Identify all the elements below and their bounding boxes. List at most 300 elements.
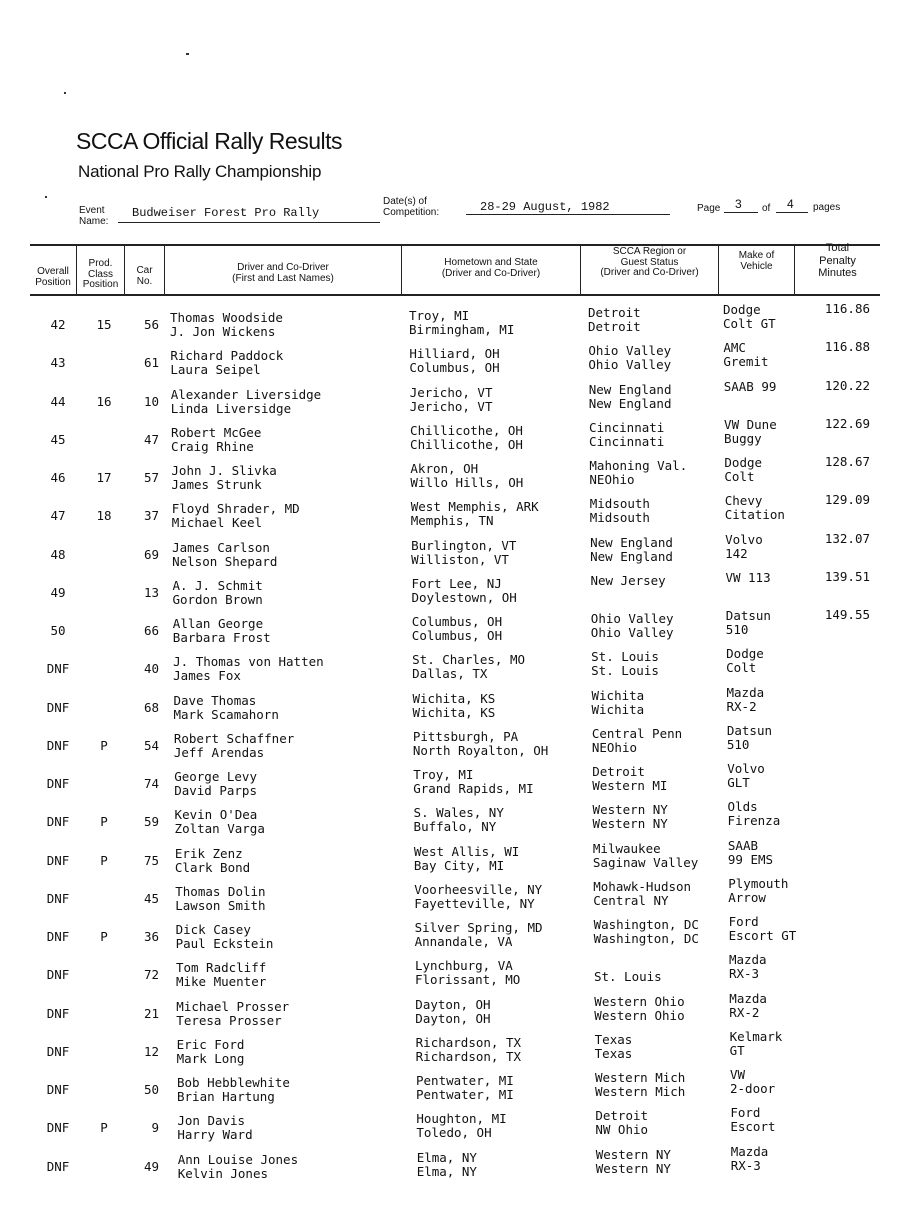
scca-region-line: Mohawk-Hudson <box>593 878 692 894</box>
penalty-minutes-line <box>804 952 870 966</box>
overall-position-line: DNF <box>46 1120 70 1136</box>
penalty-minutes <box>804 876 870 890</box>
table-row <box>0 1143 900 1189</box>
penalty-minutes-line: 149.55 <box>824 607 870 622</box>
vehicle-make <box>728 839 773 867</box>
hometown-line: Columbus, OH <box>411 628 503 643</box>
car-number <box>133 1045 159 1059</box>
class-position <box>89 662 119 676</box>
scca-region-line: Cincinnati <box>589 419 665 435</box>
car-number-line: 54 <box>143 737 159 753</box>
driver-names-line: Zoltan Varga <box>174 821 265 837</box>
hometown-line: Voorheesville, NY <box>414 881 543 897</box>
scca-region <box>591 650 659 678</box>
driver-names-line: Harry Ward <box>177 1127 253 1143</box>
class-position-line <box>89 662 119 676</box>
class-position <box>89 777 119 791</box>
driver-names <box>172 579 262 607</box>
page-label: Page <box>697 203 721 214</box>
scca-region <box>593 880 691 908</box>
scca-region <box>593 803 668 831</box>
class-position-line <box>89 356 119 370</box>
hometown-line: Elma, NY <box>416 1163 477 1179</box>
scca-region-line: Midsouth <box>589 510 650 526</box>
class-position-line: 18 <box>96 508 112 524</box>
vehicle-make-line: RX-3 <box>730 1157 761 1173</box>
car-number <box>133 624 159 638</box>
scca-region-line: Western NY <box>595 1160 671 1176</box>
hometown <box>414 883 542 911</box>
scca-region-line: Milwaukee <box>592 840 661 856</box>
driver-names-line: J. Jon Wickens <box>170 324 276 339</box>
hometown <box>409 347 499 375</box>
vehicle-make-line: AMC <box>723 340 746 356</box>
hometown-line: Fayetteville, NY <box>414 895 535 911</box>
scca-region <box>596 1148 671 1176</box>
vehicle-make-line <box>725 585 770 599</box>
overall-position <box>40 815 76 829</box>
scca-region <box>592 727 682 755</box>
class-position-line <box>89 1007 119 1021</box>
vehicle-make <box>726 647 764 675</box>
vehicle-make-line: 2-door <box>730 1081 776 1096</box>
vehicle-make-line: 142 <box>725 545 748 561</box>
overall-position <box>40 854 76 868</box>
overall-position-line: DNF <box>46 1082 70 1097</box>
car-number-line: 69 <box>143 546 159 562</box>
hometown-line: Grand Rapids, MI <box>413 781 534 796</box>
driver-names <box>176 961 266 989</box>
overall-position-line: DNF <box>46 661 70 677</box>
overall-position <box>40 1083 76 1097</box>
car-number-line: 9 <box>151 1120 159 1136</box>
vehicle-make-line: Ford <box>728 914 759 929</box>
vehicle-make-line: Dodge <box>726 646 764 662</box>
hometown-line: North Royalton, OH <box>412 742 549 758</box>
overall-position <box>40 1160 76 1174</box>
hometown-line: Pentwater, MI <box>416 1073 514 1088</box>
scca-region <box>589 383 672 411</box>
overall-position-line: 50 <box>50 623 66 638</box>
car-number-line: 59 <box>143 814 159 830</box>
overall-position <box>40 471 76 485</box>
penalty-minutes <box>804 417 870 431</box>
scca-region-line: Ohio Valley <box>590 611 674 626</box>
overall-position <box>40 968 76 982</box>
penalty-minutes-line: 132.07 <box>824 530 870 546</box>
driver-names-line: Teresa Prosser <box>176 1012 282 1028</box>
scca-region <box>592 689 645 717</box>
penalty-minutes <box>804 340 870 354</box>
table-header-bottom-rule <box>30 294 880 296</box>
hometown-line: Richardson, TX <box>415 1048 521 1064</box>
car-number <box>133 1121 159 1135</box>
class-position-line: P <box>100 737 108 753</box>
pages-label: pages <box>813 202 841 213</box>
penalty-minutes-line: 122.69 <box>824 415 870 431</box>
event-label: Event Name: <box>79 205 109 227</box>
driver-names-line: James Fox <box>173 668 241 684</box>
hometown-line: Chillicothe, OH <box>410 422 523 438</box>
vehicle-make-line: Plymouth <box>728 875 789 891</box>
driver-names <box>176 1000 289 1028</box>
driver-names-line: J. Thomas von Hatten <box>173 654 324 670</box>
overall-position <box>40 1045 76 1059</box>
col-penalty: Total Penalty Minutes <box>818 242 857 279</box>
driver-names-line: Michael Keel <box>171 515 263 531</box>
vehicle-make <box>726 609 771 637</box>
class-position-line <box>89 777 119 791</box>
car-number <box>133 471 159 485</box>
vehicle-make-line: Buggy <box>724 430 762 446</box>
overall-position <box>40 930 76 944</box>
class-position <box>89 471 119 485</box>
vehicle-make-line: Escort <box>730 1119 776 1135</box>
vehicle-make-line: RX-2 <box>729 1004 760 1020</box>
vehicle-make-line: Dodge <box>724 455 763 470</box>
class-position-line: 17 <box>96 470 112 485</box>
scca-region-line: Ohio Valley <box>588 357 672 373</box>
penalty-minutes-line <box>804 1105 870 1119</box>
of-label: of <box>762 203 771 214</box>
driver-names <box>175 808 265 836</box>
driver-names-line: Mark Scamahorn <box>173 706 279 722</box>
driver-names-line: Kelvin Jones <box>177 1165 268 1181</box>
hometown-line: Troy, MI <box>409 308 470 323</box>
car-number <box>133 968 159 982</box>
scca-region <box>588 344 671 372</box>
overall-position-line: DNF <box>46 929 70 944</box>
hometown-line: Wichita, KS <box>412 704 496 720</box>
driver-names-line: Michael Prosser <box>176 998 290 1014</box>
hometown-line: Fort Lee, NJ <box>411 575 502 591</box>
driver-names-line: George Levy <box>174 769 257 784</box>
penalty-minutes <box>804 1144 870 1158</box>
vehicle-make-line: Olds <box>727 799 758 815</box>
page-number: 3 <box>735 197 742 211</box>
total-pages: 4 <box>787 197 794 211</box>
scca-region-line: Texas <box>594 1045 633 1061</box>
car-number <box>133 930 159 944</box>
vehicle-make-line: Colt <box>726 660 757 676</box>
overall-position-line: 48 <box>50 546 66 562</box>
scca-region-line: Midsouth <box>589 496 650 512</box>
scca-region-line: Western Ohio <box>594 993 685 1009</box>
driver-names-line: Dave Thomas <box>173 692 257 708</box>
driver-names-line: Brian Hartung <box>177 1089 275 1104</box>
car-number-line: 10 <box>143 393 159 409</box>
overall-position <box>40 701 76 715</box>
car-number <box>133 356 159 370</box>
vehicle-make <box>724 380 777 408</box>
vehicle-make-line: Colt GT <box>723 316 776 331</box>
driver-names-line: David Parps <box>174 783 257 798</box>
hometown <box>416 1112 506 1140</box>
scca-region-line: Detroit <box>592 764 645 779</box>
scca-region-line: Ohio Valley <box>588 343 672 359</box>
driver-names <box>174 770 257 798</box>
car-number-line: 50 <box>143 1082 159 1097</box>
driver-names-line: Gordon Brown <box>172 591 263 607</box>
hometown <box>415 998 490 1026</box>
overall-position <box>40 433 76 447</box>
class-position-line <box>89 701 119 715</box>
hometown <box>413 768 533 796</box>
scca-region-line: Central Penn <box>591 725 683 741</box>
overall-position <box>40 739 76 753</box>
scca-region-line: New England <box>590 548 673 564</box>
scca-region-line: Central NY <box>593 892 669 908</box>
scca-region-line: Ohio Valley <box>590 625 674 640</box>
scca-region-line: NEOhio <box>589 472 635 487</box>
car-number <box>133 1160 159 1174</box>
overall-position <box>40 509 76 523</box>
class-position-line <box>89 968 119 982</box>
scca-region-line: Washington, DC <box>593 917 699 932</box>
penalty-minutes <box>804 570 870 584</box>
penalty-minutes-line <box>804 1029 870 1043</box>
hometown-line: Troy, MI <box>413 767 474 782</box>
scca-region <box>594 956 662 984</box>
vehicle-make-line <box>724 394 777 408</box>
scca-region-line: Texas <box>594 1031 633 1047</box>
driver-names-line: John J. Slivka <box>171 463 277 478</box>
class-position-line <box>89 892 119 906</box>
car-number-line: 56 <box>143 317 159 332</box>
hometown <box>413 730 548 758</box>
car-number-line: 37 <box>143 508 159 524</box>
car-number-line: 74 <box>143 776 159 791</box>
hometown-line: Memphis, TN <box>410 513 494 529</box>
driver-names <box>177 1114 252 1142</box>
driver-names <box>173 617 271 645</box>
scca-region-line: Western NY <box>592 802 668 818</box>
driver-names <box>176 923 274 951</box>
driver-names-line: Thomas Woodside <box>170 310 283 325</box>
scca-region-line: Wichita <box>591 687 645 703</box>
driver-names-line: Jon Davis <box>177 1113 246 1129</box>
vehicle-make <box>724 456 762 484</box>
scca-region <box>591 612 674 640</box>
car-number-line: 13 <box>143 584 159 600</box>
hometown-line: Houghton, MI <box>416 1111 507 1127</box>
overall-position-line: DNF <box>46 967 70 983</box>
driver-names-line: Robert Schaffner <box>173 730 295 746</box>
scca-region <box>590 497 650 525</box>
driver-names-line: Alexander Liversidge <box>170 386 322 402</box>
scan-speck <box>64 92 66 94</box>
class-position <box>89 1160 119 1174</box>
car-number <box>133 433 159 447</box>
scca-region-line: Wichita <box>591 701 645 717</box>
col-hometown: Hometown and State (Driver and Co-Driver) <box>441 257 541 279</box>
scca-region-line: Western MI <box>592 778 668 793</box>
hometown-line: Jericho, VT <box>409 398 493 414</box>
driver-names <box>173 655 324 683</box>
car-number-line: 72 <box>143 967 159 983</box>
driver-names <box>178 1153 298 1181</box>
hometown <box>411 577 516 605</box>
driver-names-line: Erik Zenz <box>174 845 243 861</box>
vehicle-make-line: Mazda <box>729 990 767 1006</box>
hometown <box>411 500 539 528</box>
penalty-minutes <box>804 914 870 928</box>
penalty-minutes-line: 128.67 <box>824 454 870 469</box>
driver-names <box>170 349 283 377</box>
penalty-minutes-line: 129.09 <box>824 492 870 508</box>
driver-names-line: James Strunk <box>171 477 262 492</box>
car-number-line: 36 <box>143 929 159 944</box>
class-position-line <box>89 586 119 600</box>
class-position <box>89 739 119 753</box>
vehicle-make <box>729 953 767 981</box>
vehicle-make-line: SAAB 99 <box>723 378 777 394</box>
overall-position-line: DNF <box>46 814 70 830</box>
driver-names-line: Clark Bond <box>174 859 251 875</box>
hometown-line: Williston, VT <box>411 551 509 567</box>
class-position <box>89 395 119 409</box>
hometown <box>410 386 493 414</box>
vehicle-make-line: Mazda <box>726 684 765 700</box>
car-number-line: 21 <box>143 1005 159 1021</box>
hometown <box>409 309 514 337</box>
scca-region-line: Western Mich <box>595 1084 686 1099</box>
vehicle-make-line: Dodge <box>723 302 761 317</box>
driver-names <box>172 502 300 530</box>
hometown-line: Lynchburg, VA <box>414 958 513 974</box>
scca-region <box>595 1033 633 1061</box>
class-position-line: P <box>100 814 108 830</box>
penalty-minutes <box>804 379 870 393</box>
vehicle-make <box>727 724 772 752</box>
scca-region-line: Saginaw Valley <box>592 854 699 870</box>
car-number <box>133 548 159 562</box>
overall-position-line: 45 <box>50 431 66 447</box>
vehicle-make <box>728 877 788 905</box>
driver-names <box>171 426 261 454</box>
driver-names-line: Lawson Smith <box>175 897 266 913</box>
car-number-line: 66 <box>143 623 159 638</box>
scca-region-line: New Jersey <box>590 572 666 588</box>
scca-region <box>593 842 698 870</box>
vehicle-make-line: Datsun <box>726 722 772 738</box>
vehicle-make-line: Kelmark <box>729 1028 783 1044</box>
class-position <box>89 509 119 523</box>
hometown-line: Columbus, OH <box>409 360 500 376</box>
overall-position-line: DNF <box>46 699 70 715</box>
col-overall-position: Overall Position <box>35 266 71 288</box>
class-position-line: P <box>100 1120 108 1136</box>
vehicle-make <box>725 494 785 522</box>
vehicle-make-line: Chevy <box>724 493 763 509</box>
car-number <box>133 854 159 868</box>
penalty-minutes-line <box>804 914 870 928</box>
vehicle-make-line: Citation <box>724 507 785 523</box>
car-number <box>133 586 159 600</box>
vehicle-make-line: GT <box>729 1042 745 1058</box>
scca-region <box>592 765 667 793</box>
class-position <box>89 1121 119 1135</box>
car-number <box>133 1007 159 1021</box>
class-position-line <box>89 548 119 562</box>
class-position <box>89 1007 119 1021</box>
overall-position-line: DNF <box>46 1005 70 1021</box>
hometown-line: West Allis, WI <box>413 843 520 859</box>
hometown-line: Birmingham, MI <box>409 322 515 337</box>
driver-names-line: Barbara Frost <box>172 630 271 645</box>
driver-names-line: Mark Long <box>176 1050 245 1066</box>
overall-position-line: DNF <box>46 1158 70 1174</box>
car-number <box>133 739 159 753</box>
hometown-line: Hilliard, OH <box>409 346 500 362</box>
class-position-line <box>89 1045 119 1059</box>
driver-names-line: James Carlson <box>172 539 270 555</box>
overall-position-line: 49 <box>50 584 66 600</box>
class-position <box>89 815 119 829</box>
class-position <box>89 1045 119 1059</box>
car-number-line: 49 <box>143 1158 159 1174</box>
overall-position <box>40 356 76 370</box>
car-number <box>133 662 159 676</box>
driver-names-line: Jeff Arendas <box>173 744 265 760</box>
scca-region-line: Detroit <box>588 319 641 334</box>
penalty-minutes-line <box>804 723 870 737</box>
vehicle-make-line: Datsun <box>725 608 771 623</box>
car-number <box>133 815 159 829</box>
table-row <box>0 415 900 462</box>
penalty-minutes <box>804 685 870 699</box>
penalty-minutes-line <box>804 761 870 775</box>
hometown-line: Burlington, VT <box>411 537 517 553</box>
driver-names <box>175 847 250 875</box>
penalty-minutes-line <box>804 876 870 890</box>
vehicle-make <box>728 800 781 828</box>
scca-region-line: Detroit <box>595 1108 649 1124</box>
scan-speck <box>45 196 47 198</box>
scca-region-line: Washington, DC <box>593 931 699 946</box>
driver-names-line: Thomas Dolin <box>175 883 266 899</box>
car-number-line: 45 <box>143 890 159 906</box>
driver-names <box>171 388 322 416</box>
vehicle-make-line: 510 <box>725 622 749 637</box>
penalty-minutes <box>804 799 870 813</box>
car-number-line: 68 <box>143 699 159 715</box>
penalty-minutes-line: 116.88 <box>824 339 870 355</box>
hometown-line: S. Wales, NY <box>413 805 504 821</box>
overall-position-line: 46 <box>50 470 66 485</box>
hometown <box>415 959 520 987</box>
date-underline <box>466 214 670 215</box>
vehicle-make-line: Colt <box>724 469 755 484</box>
hometown-line: Elma, NY <box>416 1149 477 1165</box>
overall-position <box>40 662 76 676</box>
vehicle-make <box>731 1145 769 1173</box>
driver-names-line: Eric Ford <box>176 1036 245 1052</box>
overall-position-line: 44 <box>50 393 66 409</box>
scca-region <box>589 421 664 449</box>
hometown-line: West Memphis, ARK <box>410 499 539 515</box>
scca-region-line: Mahoning Val. <box>589 458 688 473</box>
car-number <box>133 509 159 523</box>
penalty-minutes <box>804 532 870 546</box>
scca-region-line: NEOhio <box>591 739 637 755</box>
class-position <box>89 892 119 906</box>
total-pages-underline <box>776 212 808 213</box>
hometown-line: Richardson, TX <box>415 1034 521 1050</box>
hometown <box>416 1036 521 1064</box>
scca-region-line: Western NY <box>595 1146 671 1162</box>
car-number <box>133 395 159 409</box>
